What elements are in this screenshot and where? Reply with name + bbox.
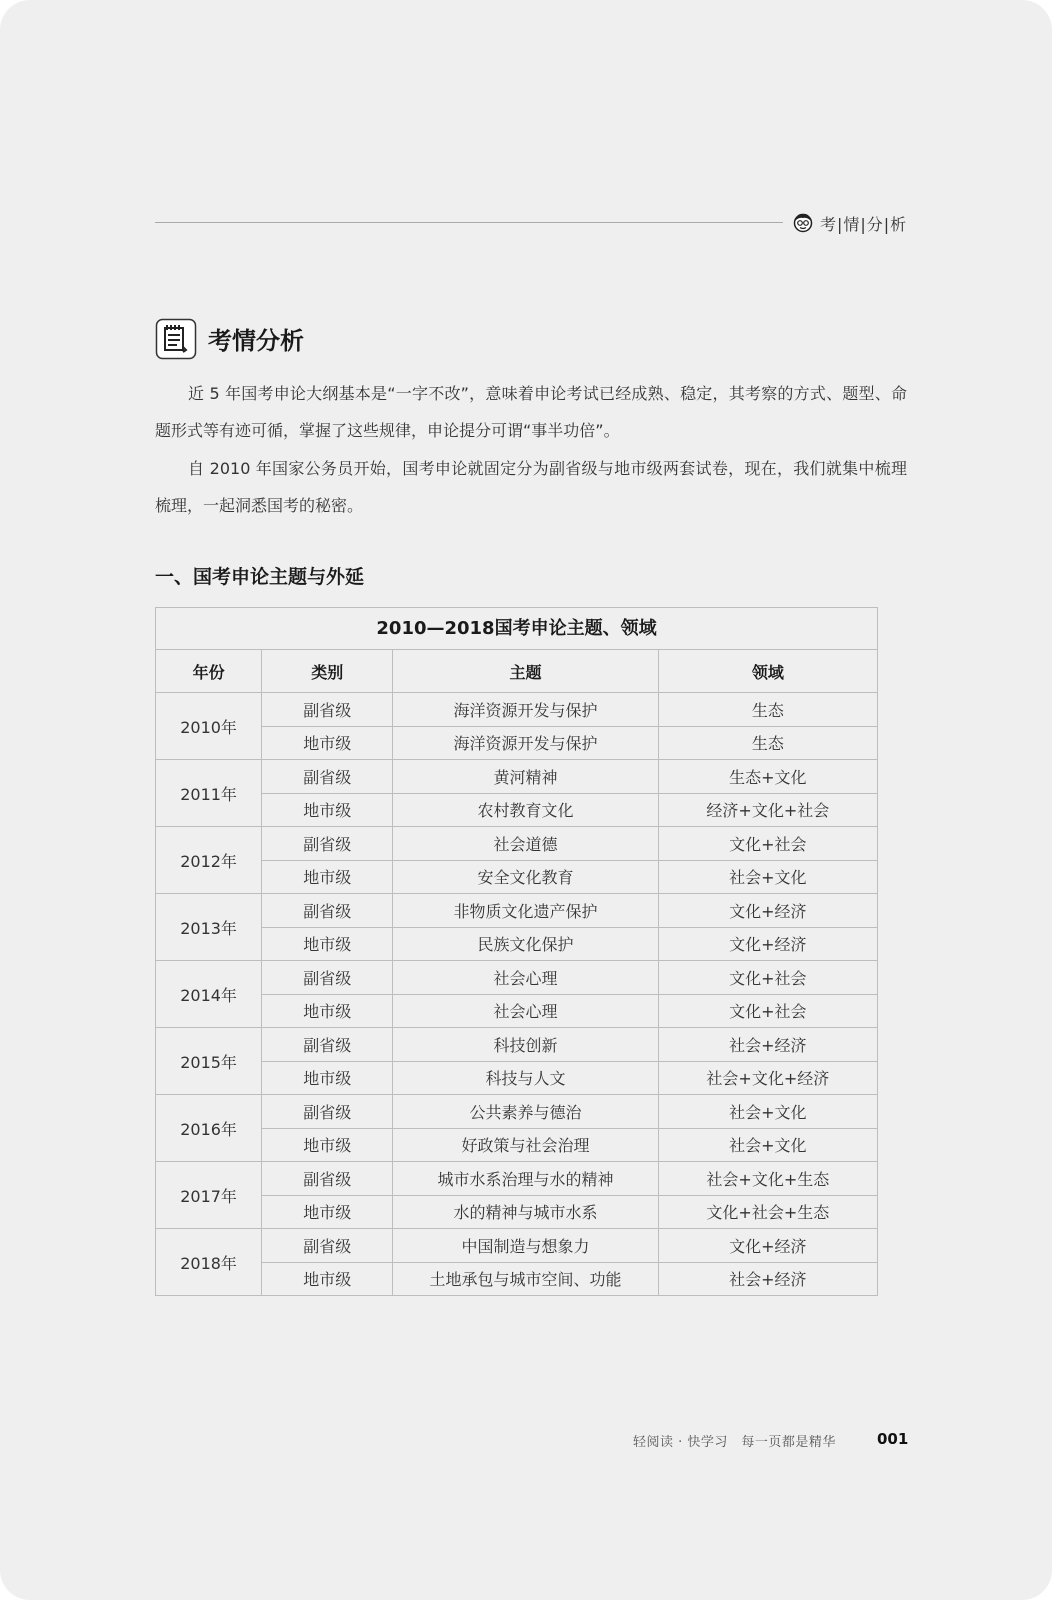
table-row	[156, 860, 878, 894]
category-cell: 地市级	[262, 1128, 393, 1162]
topic-cell: 海洋资源开发与保护	[393, 693, 658, 727]
mascot-face-icon	[792, 211, 814, 233]
field-cell: 文化+经济	[658, 1229, 877, 1263]
field-cell: 社会+经济	[658, 1028, 877, 1062]
topic-cell: 安全文化教育	[393, 860, 658, 894]
field-cell: 文化+经济	[658, 894, 877, 928]
field-cell: 经济+文化+社会	[658, 793, 877, 827]
table-row	[156, 994, 878, 1028]
topic-cell: 农村教育文化	[393, 793, 658, 827]
category-cell: 地市级	[262, 860, 393, 894]
table-row	[156, 1162, 878, 1196]
topic-cell: 非物质文化遗产保护	[393, 894, 658, 928]
field-cell: 文化+经济	[658, 927, 877, 961]
field-cell: 文化+社会	[658, 827, 877, 861]
category-cell: 地市级	[262, 1262, 393, 1296]
category-cell: 地市级	[262, 994, 393, 1028]
header-field: 领域	[658, 650, 877, 693]
category-cell: 地市级	[262, 927, 393, 961]
year-cell: 2011年	[156, 760, 262, 827]
field-cell: 社会+经济	[658, 1262, 877, 1296]
table-row	[156, 1229, 878, 1263]
year-cell: 2012年	[156, 827, 262, 894]
topic-cell: 民族文化保护	[393, 927, 658, 961]
year-cell: 2018年	[156, 1229, 262, 1296]
topic-cell: 土地承包与城市空间、功能	[393, 1262, 658, 1296]
notebook-icon	[155, 318, 197, 360]
field-cell: 生态	[658, 726, 877, 760]
intro-paragraph-2: 自 2010 年国家公务员开始，国考申论就固定分为副省级与地市级两套试卷，现在，我们就集中梳理梳理，一起洞悉国考的秘密。	[155, 459, 907, 515]
subsection-title: 一、国考申论主题与外延	[155, 566, 365, 588]
table-row	[156, 894, 878, 928]
topics-table	[155, 607, 878, 1296]
intro-paragraph-1: 近 5 年国考申论大纲基本是“一字不改”，意味着申论考试已经成熟、稳定，其考察的方式、题型、命题形式等有迹可循，掌握了这些规律，申论提分可谓“事半功倍”。	[155, 384, 907, 440]
footer-slogan: 轻阅读 · 快学习 每一页都是精华	[633, 1435, 836, 1450]
table-row	[156, 1128, 878, 1162]
topic-cell: 科技创新	[393, 1028, 658, 1062]
field-cell: 文化+社会+生态	[658, 1195, 877, 1229]
topic-cell: 好政策与社会治理	[393, 1128, 658, 1162]
table-row	[156, 1095, 878, 1129]
header-topic: 主题	[393, 650, 658, 693]
topic-cell: 社会心理	[393, 994, 658, 1028]
topic-cell: 社会心理	[393, 961, 658, 995]
header-rule	[155, 222, 783, 223]
category-cell: 副省级	[262, 827, 393, 861]
category-cell: 副省级	[262, 1162, 393, 1196]
table-row	[156, 693, 878, 727]
topic-cell: 黄河精神	[393, 760, 658, 794]
table-row	[156, 1195, 878, 1229]
field-cell: 文化+社会	[658, 994, 877, 1028]
year-cell: 2010年	[156, 693, 262, 760]
field-cell: 文化+社会	[658, 961, 877, 995]
table-row	[156, 1061, 878, 1095]
table-row	[156, 760, 878, 794]
table-header-row	[156, 650, 878, 693]
table-row	[156, 961, 878, 995]
field-cell: 生态+文化	[658, 760, 877, 794]
topic-cell: 城市水系治理与水的精神	[393, 1162, 658, 1196]
category-cell: 副省级	[262, 1229, 393, 1263]
year-cell: 2017年	[156, 1162, 262, 1229]
table-row	[156, 1028, 878, 1062]
header-year: 年份	[156, 650, 262, 693]
table-row	[156, 1262, 878, 1296]
category-cell: 地市级	[262, 793, 393, 827]
table-caption: 2010—2018国考申论主题、领域	[155, 607, 878, 649]
header-category: 类别	[262, 650, 393, 693]
header-section-label: 考|情|分|析	[820, 215, 908, 234]
field-cell: 社会+文化	[658, 1095, 877, 1129]
topic-cell: 中国制造与想象力	[393, 1229, 658, 1263]
field-cell: 社会+文化	[658, 1128, 877, 1162]
year-cell: 2015年	[156, 1028, 262, 1095]
field-cell: 社会+文化+经济	[658, 1061, 877, 1095]
year-cell: 2014年	[156, 961, 262, 1028]
year-cell: 2016年	[156, 1095, 262, 1162]
topic-cell: 海洋资源开发与保护	[393, 726, 658, 760]
table-row	[156, 793, 878, 827]
table-row	[156, 726, 878, 760]
year-cell: 2013年	[156, 894, 262, 961]
topic-cell: 社会道德	[393, 827, 658, 861]
section-title: 考情分析	[208, 327, 304, 355]
topic-cell: 公共素养与德治	[393, 1095, 658, 1129]
page-number: 001	[877, 1430, 909, 1448]
category-cell: 地市级	[262, 726, 393, 760]
field-cell: 社会+文化+生态	[658, 1162, 877, 1196]
category-cell: 副省级	[262, 961, 393, 995]
category-cell: 地市级	[262, 1061, 393, 1095]
category-cell: 副省级	[262, 1028, 393, 1062]
topic-cell: 水的精神与城市水系	[393, 1195, 658, 1229]
field-cell: 社会+文化	[658, 860, 877, 894]
category-cell: 副省级	[262, 1095, 393, 1129]
field-cell: 生态	[658, 693, 877, 727]
table-row	[156, 827, 878, 861]
category-cell: 地市级	[262, 1195, 393, 1229]
category-cell: 副省级	[262, 693, 393, 727]
topic-cell: 科技与人文	[393, 1061, 658, 1095]
table-row	[156, 927, 878, 961]
category-cell: 副省级	[262, 760, 393, 794]
category-cell: 副省级	[262, 894, 393, 928]
